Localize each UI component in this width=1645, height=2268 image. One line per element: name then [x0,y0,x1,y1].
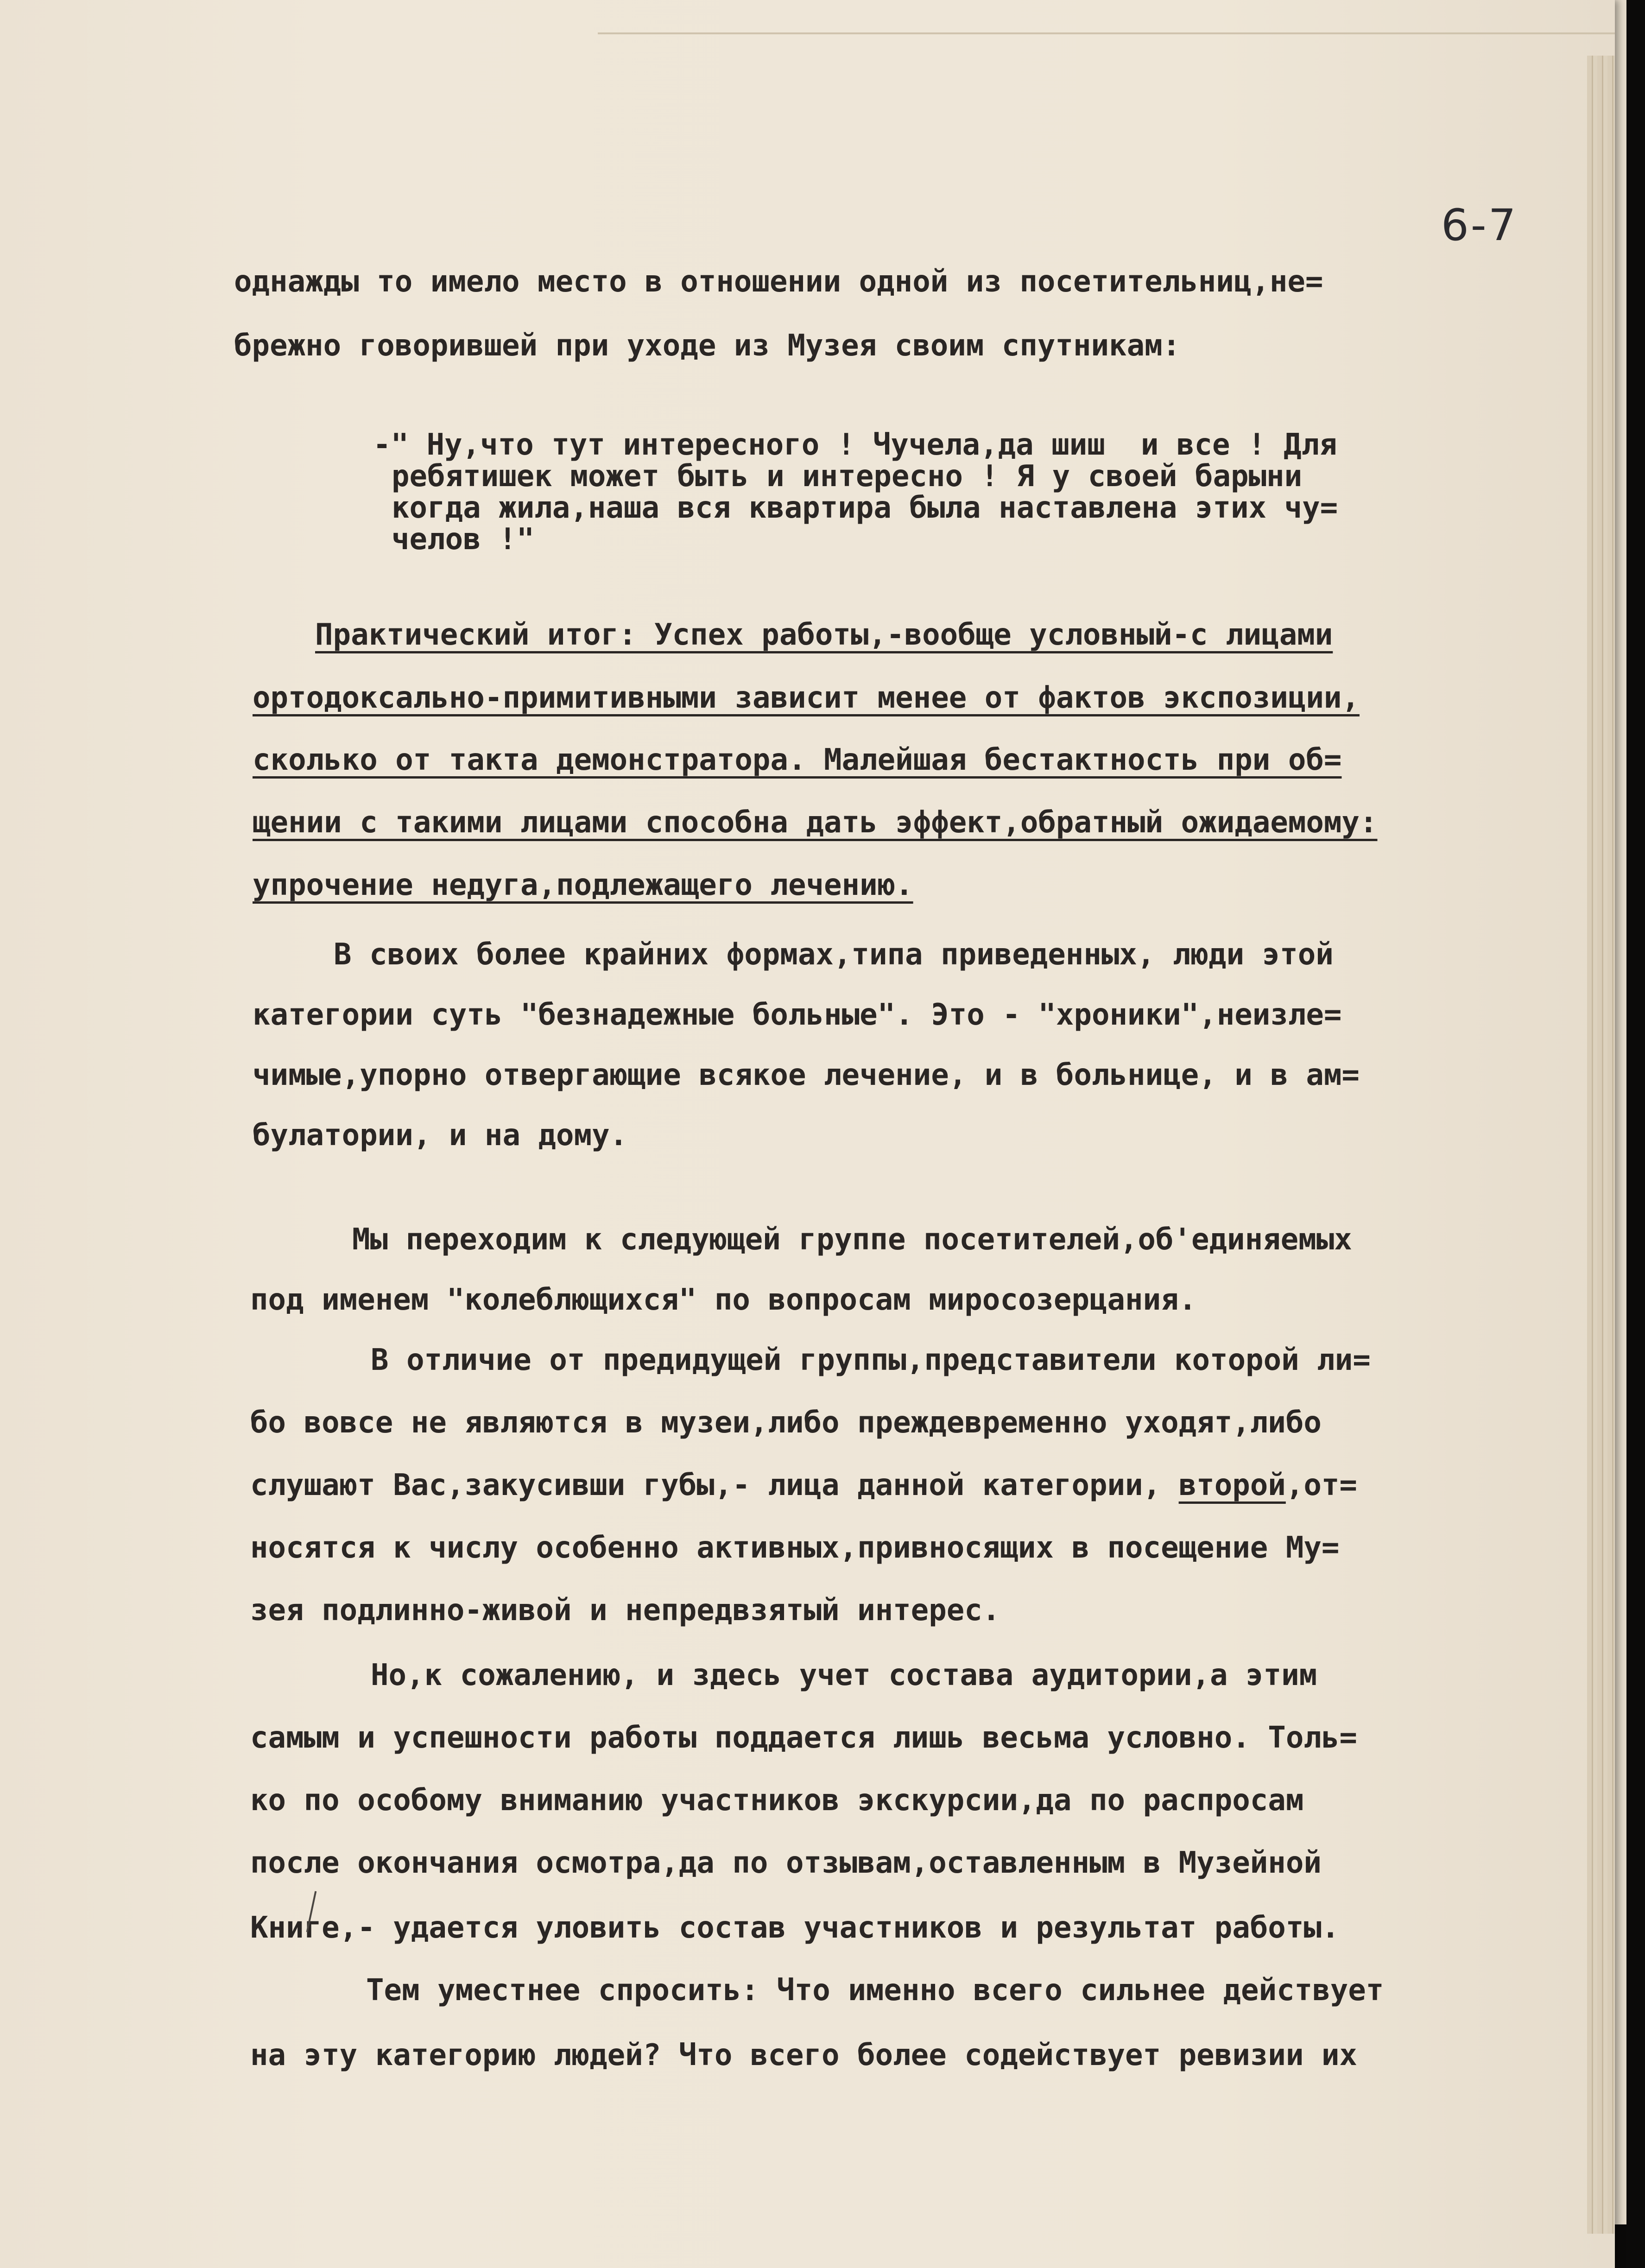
text-line: под именем "колеблющихся" по вопросам миросозерцания. [250,1283,1197,1317]
text-line: Но,к сожалению, и здесь учет состава аудитории,а этим [371,1658,1317,1692]
text-line: на эту категорию людей? Что всего более содействует ревизии их [250,2038,1357,2072]
text-line: бо вовсе не являются в музеи,либо преждевременно уходят,либо [250,1406,1322,1440]
text-line: булатории, и на дому. [253,1118,628,1153]
text-fragment: ,от= [1285,1468,1357,1502]
text-line: В своих более крайних формах,типа приведенных, люди этой [334,938,1334,972]
page-number: 6-7 [1441,200,1518,251]
text-line: однажды то имело место в отношении одной из посетительниц,не= [234,265,1323,299]
text-line: ко по особому вниманию участников экскурсии,да по распросам [250,1783,1304,1818]
summary-line: упрочение недуга,подлежащего лечению. [253,868,913,902]
text-line: Мы переходим к следующей группе посетителей,об'единяемых [352,1223,1352,1257]
text-line: категории суть "безнадежные больные". Это - "хроники",неизле= [253,998,1342,1032]
text-line: самым и успешности работы поддается лишь весьма условно. Толь= [250,1721,1357,1755]
summary-line: Практический итог: Успех работы,-вообще условный-с лицами [315,618,1333,652]
page-stack-edge [1587,56,1615,2234]
text-line: В отличие от предидущей группы,представители которой ли= [371,1343,1371,1377]
text-line: Тем уместнее спросить: Что именно всего сильнее действует [366,1973,1384,2008]
summary-line: сколько от такта демонстратора. Малейшая бестактность при об= [253,743,1342,777]
quote-line: ребятишек может быть и интересно ! Я у своей барыни [392,459,1303,494]
text-line [250,1467,1357,1504]
text-fragment: слушают Вас,закусивши губы,- лица данной категории, [250,1468,1161,1502]
text-line: чимые,упорно отвергающие всякое лечение, и в больнице, и в ам= [253,1058,1360,1092]
summary-line: ортодоксально-примитивными зависит менее от фактов экспозиции, [253,681,1360,715]
summary-line: щении с такими лицами способна дать эффект,обратный ожидаемому: [253,805,1378,840]
underlined-word: второй [1178,1468,1286,1502]
text-line: носятся к числу особенно активных,привносящих в посещение Му= [250,1531,1340,1565]
text-line: Книге,- удается уловить состав участников и результат работы. [250,1911,1340,1945]
text-line: зея подлинно-живой и непредвзятый интерес. [250,1593,1000,1628]
text-line: брежно говорившей при уходе из Музея своим спутникам: [234,329,1181,363]
page-fold [598,0,1615,34]
text-line: после окончания осмотра,да по отзывам,оставленным в Музейной [250,1846,1322,1880]
quote-line: когда жила,наша вся квартира была наставлена этих чу= [392,491,1338,525]
quote-line: челов !" [392,522,535,557]
quote-line: -" Ну,что тут интересного ! Чучела,да шиш и все ! Для [373,428,1337,462]
